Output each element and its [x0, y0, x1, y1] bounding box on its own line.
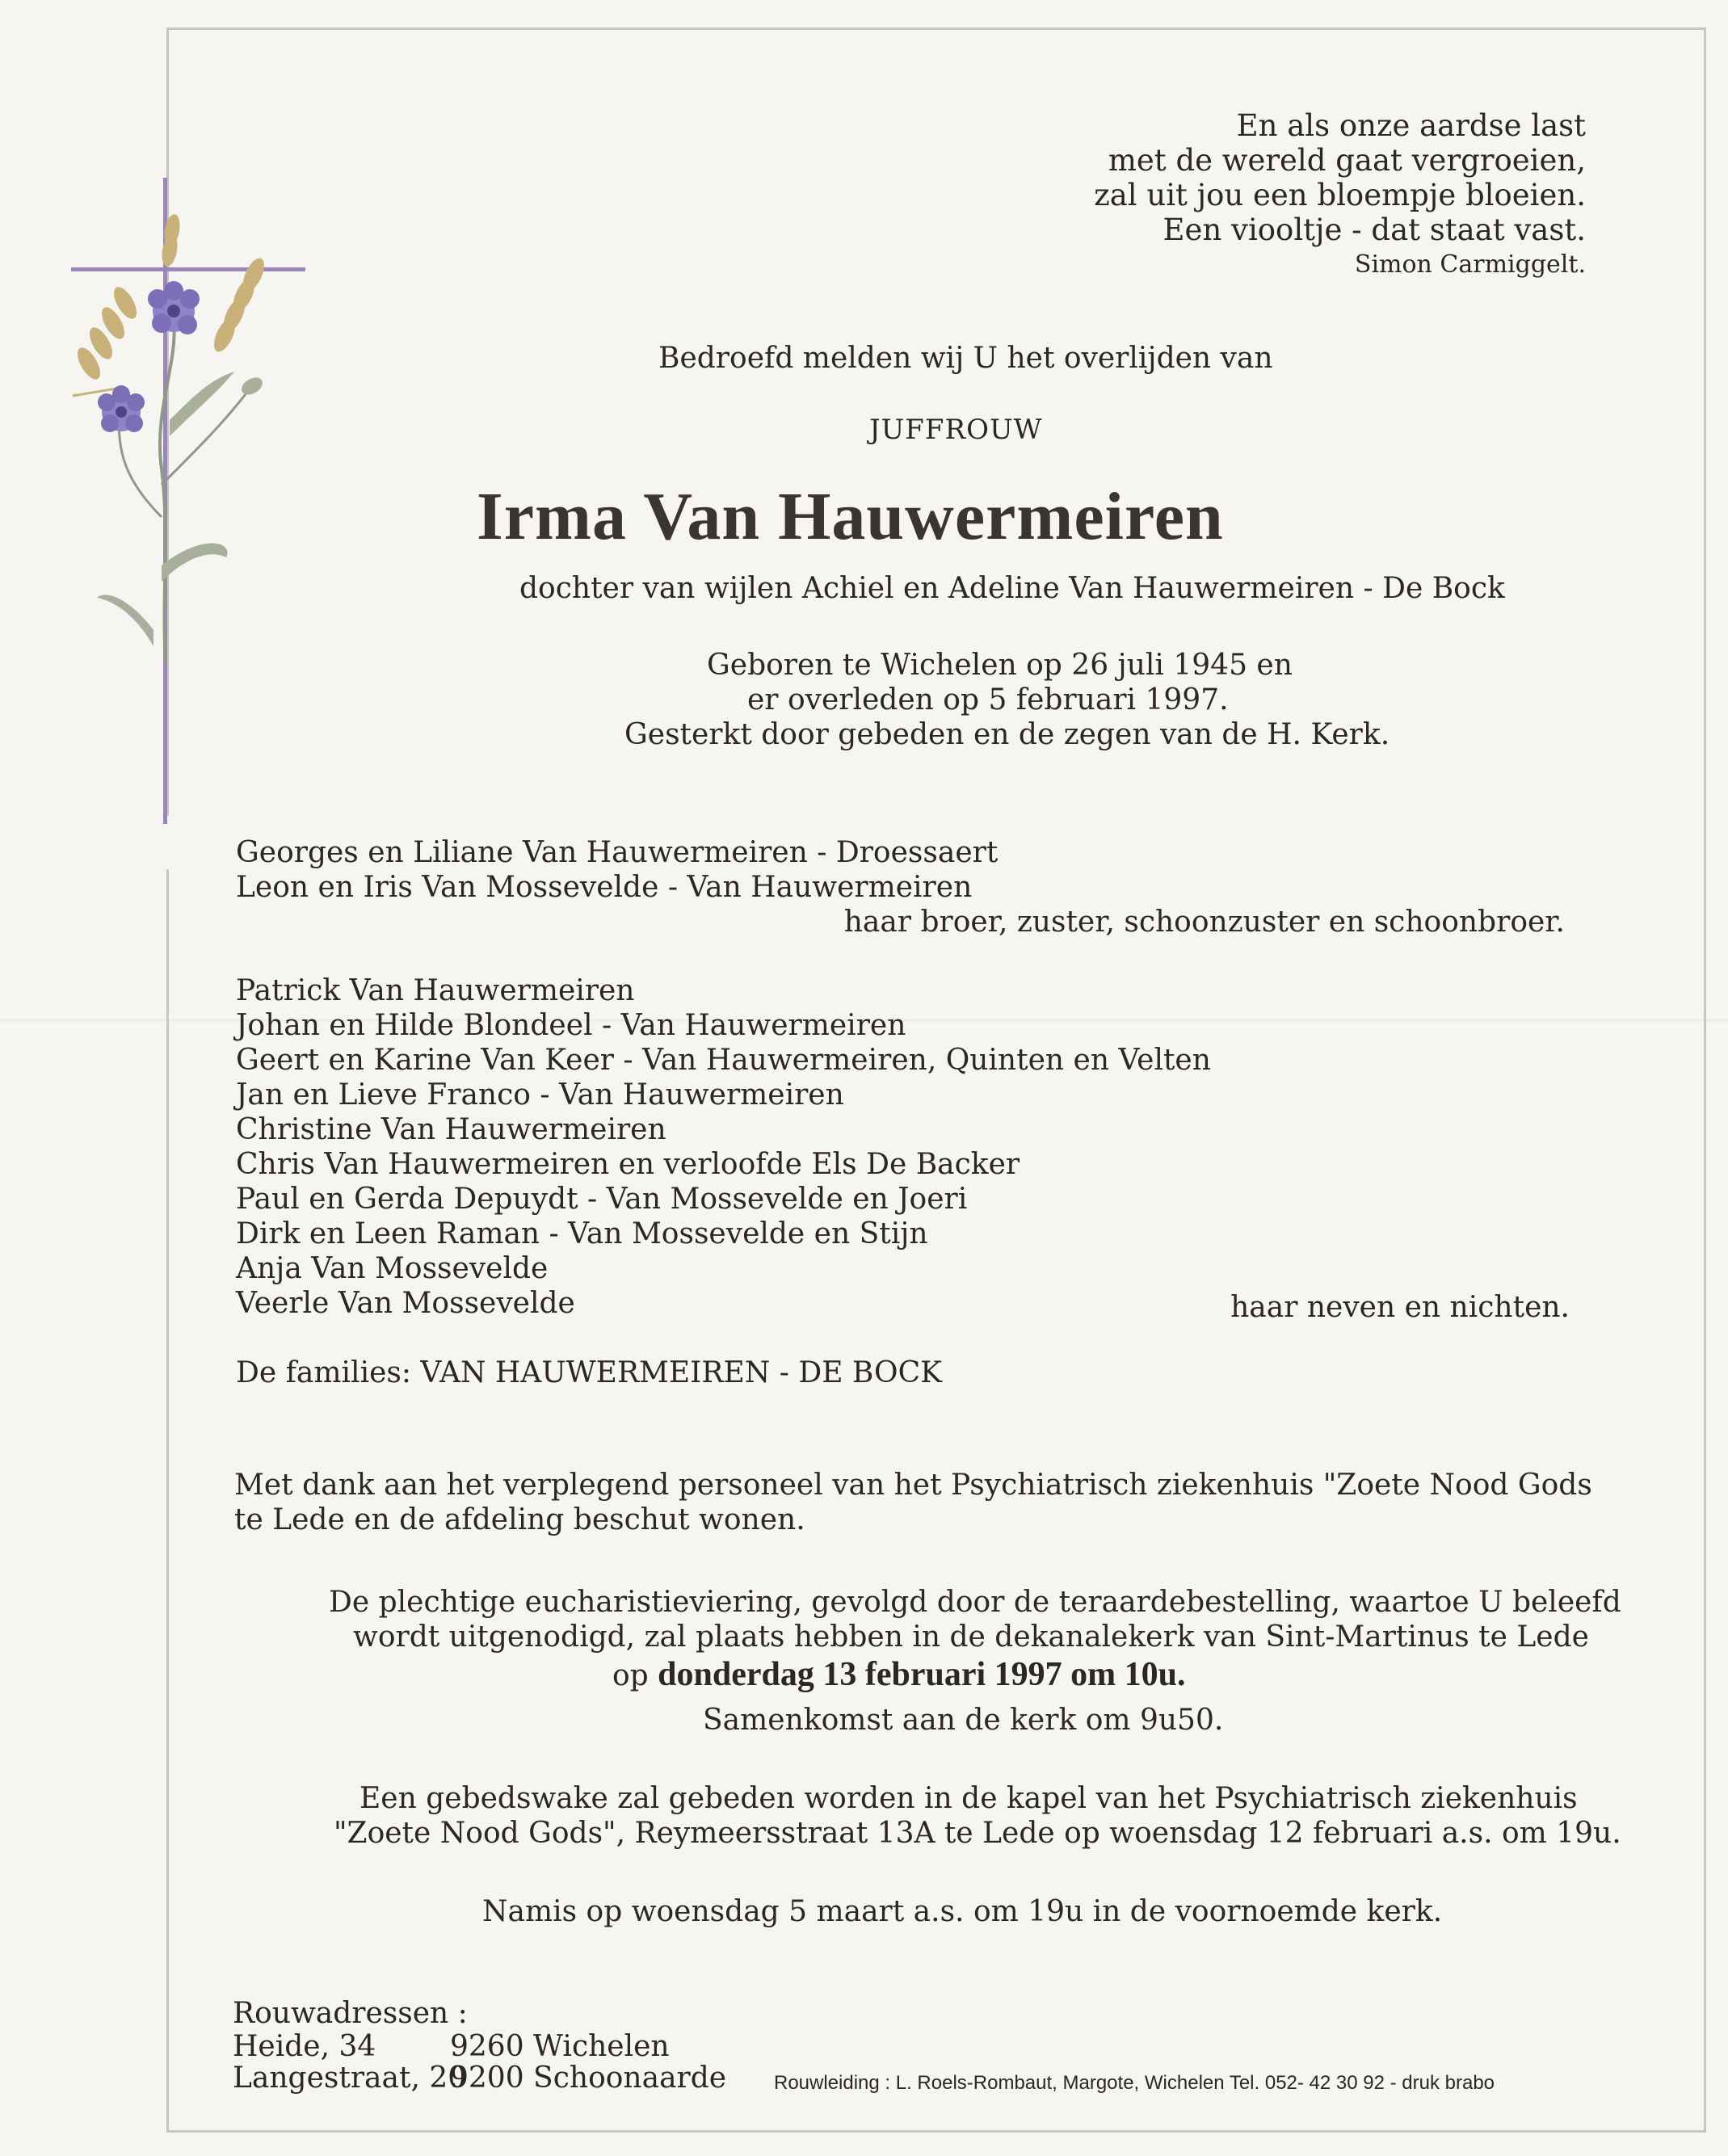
- thanks-line: te Lede en de afdeling beschut wonen.: [234, 1503, 805, 1536]
- address-street: Langestraat, 20: [233, 2061, 467, 2095]
- poem-line: zal uit jou een bloempje bloeien.: [1094, 178, 1586, 212]
- thanks-text: [234, 1468, 1592, 1537]
- nephews-list: [236, 973, 1211, 1321]
- nephew-name: Christine Van Hauwermeiren: [236, 1113, 666, 1146]
- parents-text: dochter van wijlen Achiel en Adeline Van Hauwermeiren - De Bock: [519, 572, 1505, 605]
- wheat-ear-left: [73, 284, 141, 396]
- leaf: [162, 544, 228, 582]
- poem-line: Een viooltje - dat staat vast.: [1163, 212, 1586, 247]
- nephew-name: Geert en Karine Van Keer - Van Hauwermeiren, Quinten en Velten: [236, 1044, 1211, 1077]
- families-text: De families: VAN HAUWERMEIREN - DE BOCK: [236, 1356, 943, 1389]
- siblings-list: [236, 835, 998, 905]
- deceased-name: Irma Van Hauwermeiren: [477, 479, 1224, 554]
- address-city: 9260 Wichelen: [450, 2030, 670, 2063]
- address-city: 9200 Schoonaarde: [450, 2061, 727, 2095]
- nephew-name: Chris Van Hauwermeiren en verloofde Els De Backer: [236, 1148, 1020, 1181]
- nephew-name: Anja Van Mossevelde: [236, 1252, 549, 1285]
- sibling-name: Georges en Liliane Van Hauwermeiren - Droessaert: [236, 836, 999, 869]
- poem-line: met de wereld gaat vergroeien,: [1108, 143, 1586, 178]
- nephew-name: Veerle Van Mossevelde: [236, 1287, 575, 1320]
- vigil-line: Een gebedswake zal gebeden worden in de kapel van het Psychiatrisch ziekenhuis: [359, 1782, 1578, 1815]
- title-text: JUFFROUW: [869, 414, 1043, 446]
- flower-bud: [238, 374, 265, 398]
- service-line: wordt uitgenodigd, zal plaats hebben in de dekanalekerk van Sint-Martinus te Lede: [353, 1620, 1589, 1654]
- poem-author: Simon Carmiggelt.: [1354, 250, 1586, 279]
- sibling-name: Leon en Iris Van Mossevelde - Van Hauwermeiren: [236, 871, 973, 904]
- leaf: [170, 372, 234, 436]
- month-mind-text: Namis op woensdag 5 maart a.s. om 19u in de voornoemde kerk.: [482, 1895, 1443, 1928]
- siblings-relation: haar broer, zuster, schoonzuster en schoonbroer.: [843, 906, 1565, 939]
- service-line: De plechtige eucharistieviering, gevolgd door de teraardebestelling, waartoe U beleefd: [329, 1586, 1621, 1619]
- date-bold: donderdag 13 februari 1997 om 10u.: [658, 1656, 1186, 1693]
- nephew-name: Paul en Gerda Depuydt - Van Mossevelde en Joeri: [236, 1183, 968, 1216]
- nephew-name: Dirk en Leen Raman - Van Mossevelde en Stijn: [236, 1217, 928, 1250]
- service-date: [612, 1658, 1186, 1693]
- born-text: Geboren te Wichelen op 26 juli 1945 en: [707, 649, 1293, 682]
- address-street: Heide, 34: [233, 2030, 376, 2063]
- died-text: er overleden op 5 februari 1997.: [747, 683, 1229, 717]
- cornflower-top: [148, 281, 200, 334]
- gathering-text: Samenkomst aan de kerk om 9u50.: [703, 1704, 1224, 1737]
- cross-horizontal-bar: [71, 267, 305, 271]
- blessing-text: Gesterkt door gebeden en de zegen van de H. Kerk.: [624, 718, 1390, 751]
- date-prefix: op: [612, 1659, 658, 1692]
- vigil-line: "Zoete Nood Gods", Reymeersstraat 13A te Lede op woensdag 12 februari a.s. om 19u.: [334, 1817, 1621, 1850]
- nephews-relation: haar neven en nichten.: [1230, 1291, 1570, 1324]
- poem-line: En als onze aardse last: [1236, 108, 1586, 143]
- flower-stem: [162, 388, 250, 485]
- cross-flower-illustration: [40, 178, 307, 824]
- nephew-name: Jan en Lieve Franco - Van Hauwermeiren: [236, 1078, 844, 1112]
- leaf: [97, 595, 153, 646]
- nephew-name: Johan en Hilde Blondeel - Van Hauwermeiren: [236, 1009, 906, 1042]
- intro-text: Bedroefd melden wij U het overlijden van: [658, 342, 1273, 375]
- poem: [1094, 108, 1586, 282]
- cornflower-left: [98, 385, 145, 432]
- wheat-ear-center: [160, 213, 183, 268]
- thanks-line: Met dank aan het verplegend personeel van het Psychiatrisch ziekenhuis "Zoete Nood Gods: [234, 1469, 1592, 1502]
- addresses-heading: Rouwadressen :: [233, 1997, 468, 2030]
- nephew-name: Patrick Van Hauwermeiren: [236, 974, 635, 1007]
- funeral-director-footer: Rouwleiding : L. Roels-Rombaut, Margote, Wichelen Tel. 052- 42 30 92 - druk brabo: [774, 2072, 1495, 2094]
